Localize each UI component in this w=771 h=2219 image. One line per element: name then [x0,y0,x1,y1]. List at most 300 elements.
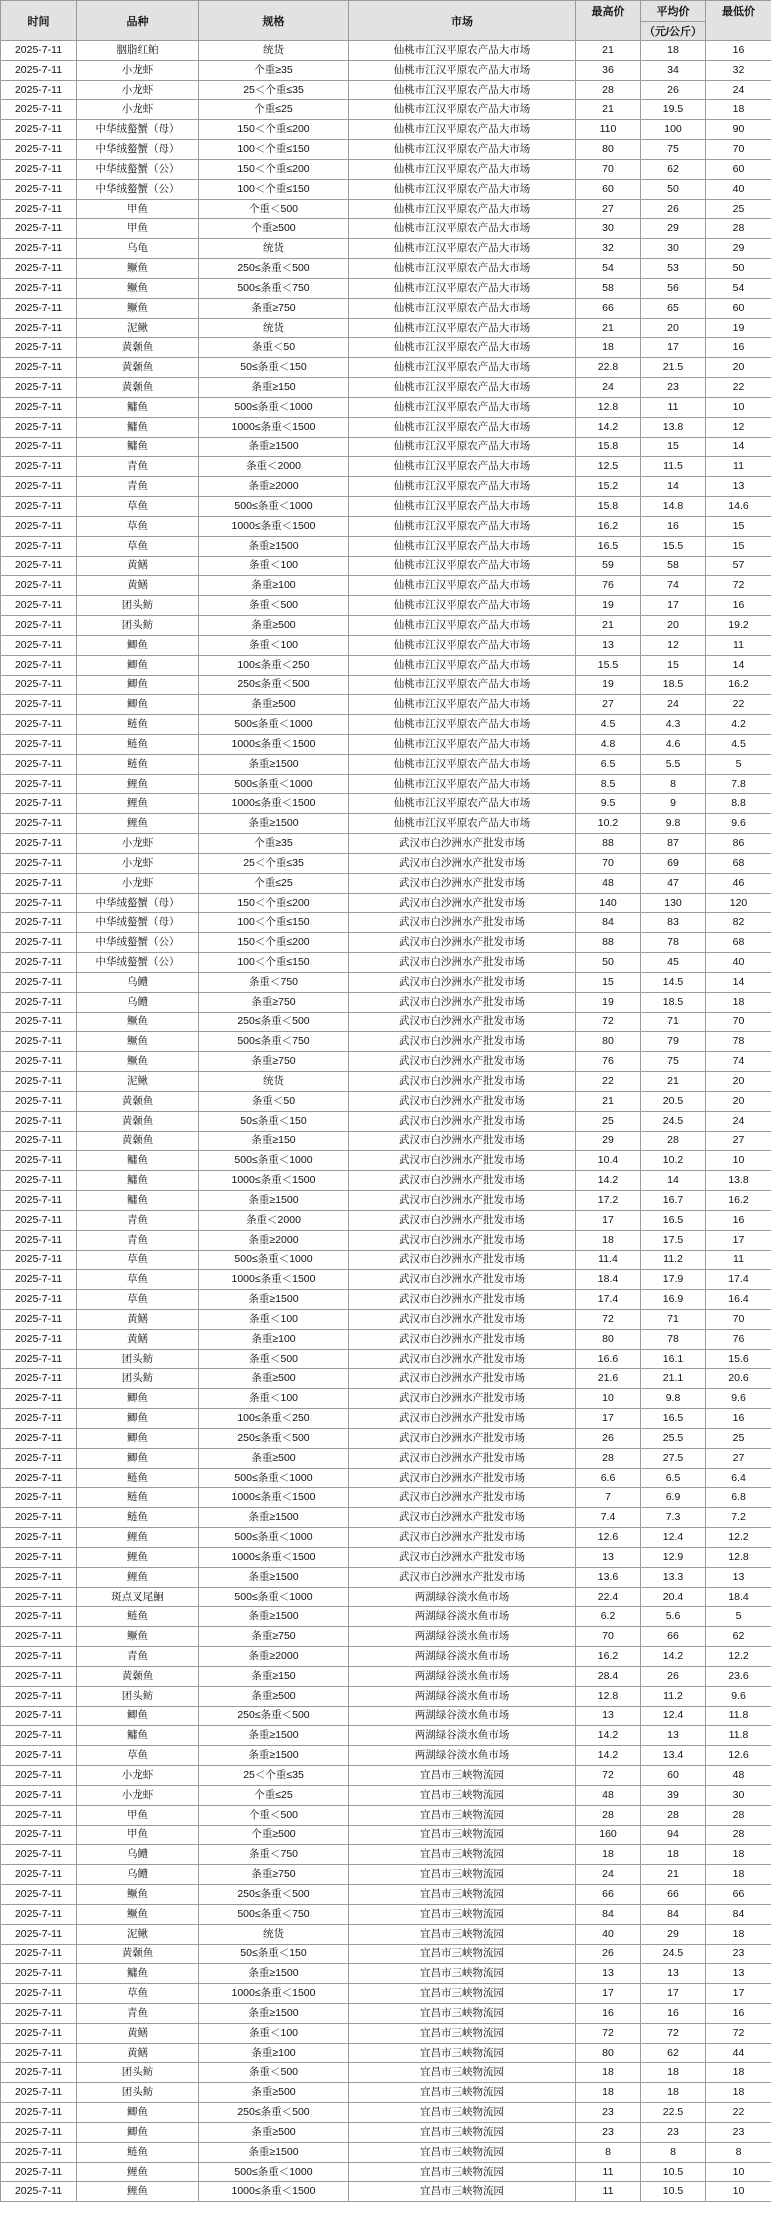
cell-date: 2025-7-11 [1,1845,77,1865]
table-row [1,1349,771,1369]
cell-date: 2025-7-11 [1,675,77,695]
cell-variety: 小龙虾 [77,80,199,100]
cell-avg: 19.5 [641,100,706,120]
table-row [1,2103,771,2123]
cell-avg: 11.2 [641,1250,706,1270]
cell-market: 武汉市白沙洲水产批发市场 [349,1270,576,1290]
cell-avg: 78 [641,1329,706,1349]
cell-date: 2025-7-11 [1,397,77,417]
cell-high: 10 [576,1389,641,1409]
table-row [1,298,771,318]
cell-date: 2025-7-11 [1,1726,77,1746]
cell-variety: 鲫鱼 [77,635,199,655]
cell-high: 13 [576,1706,641,1726]
cell-spec: 150＜个重≤200 [199,120,349,140]
table-row [1,1131,771,1151]
cell-variety: 青鱼 [77,1647,199,1667]
table-row [1,1210,771,1230]
cell-avg: 13 [641,1726,706,1746]
cell-low: 20 [706,1072,771,1092]
cell-market: 武汉市白沙洲水产批发市场 [349,992,576,1012]
cell-low: 12.2 [706,1528,771,1548]
cell-avg: 10.5 [641,2182,706,2202]
cell-low: 44 [706,2043,771,2063]
cell-high: 18 [576,338,641,358]
cell-variety: 青鱼 [77,2003,199,2023]
cell-spec: 100≤条重＜250 [199,1409,349,1429]
cell-market: 宜昌市三峡物流园 [349,2083,576,2103]
cell-high: 7.4 [576,1508,641,1528]
cell-low: 29 [706,239,771,259]
cell-spec: 250≤条重＜500 [199,259,349,279]
cell-low: 9.6 [706,1686,771,1706]
cell-variety: 乌鳢 [77,1845,199,1865]
cell-high: 72 [576,2023,641,2043]
cell-market: 武汉市白沙洲水产批发市场 [349,893,576,913]
cell-market: 宜昌市三峡物流园 [349,2043,576,2063]
cell-avg: 18 [641,1845,706,1865]
cell-avg: 5.5 [641,754,706,774]
cell-date: 2025-7-11 [1,1766,77,1786]
cell-low: 4.5 [706,734,771,754]
cell-high: 110 [576,120,641,140]
table-row [1,913,771,933]
cell-date: 2025-7-11 [1,1547,77,1567]
cell-market: 仙桃市江汉平原农产品大市场 [349,675,576,695]
cell-market: 仙桃市江汉平原农产品大市场 [349,477,576,497]
cell-high: 11 [576,2162,641,2182]
cell-high: 15.8 [576,437,641,457]
cell-variety: 胭脂红鲌 [77,41,199,61]
cell-variety: 甲鱼 [77,1805,199,1825]
cell-market: 武汉市白沙洲水产批发市场 [349,1409,576,1429]
table-row [1,1111,771,1131]
cell-date: 2025-7-11 [1,1587,77,1607]
cell-date: 2025-7-11 [1,497,77,517]
cell-variety: 鳙鱼 [77,417,199,437]
cell-market: 宜昌市三峡物流园 [349,1885,576,1905]
table-row [1,893,771,913]
cell-avg: 14.5 [641,972,706,992]
cell-date: 2025-7-11 [1,298,77,318]
cell-market: 武汉市白沙洲水产批发市场 [349,1329,576,1349]
cell-spec: 500≤条重＜1000 [199,774,349,794]
cell-spec: 250≤条重＜500 [199,1012,349,1032]
table-row [1,1686,771,1706]
cell-spec: 个重＜500 [199,199,349,219]
cell-date: 2025-7-11 [1,1567,77,1587]
cell-high: 70 [576,853,641,873]
cell-low: 16 [706,338,771,358]
cell-variety: 鲤鱼 [77,1567,199,1587]
cell-avg: 10.2 [641,1151,706,1171]
cell-high: 21 [576,41,641,61]
cell-spec: 统货 [199,1924,349,1944]
cell-avg: 66 [641,1627,706,1647]
cell-variety: 中华绒螯蟹（母） [77,913,199,933]
cell-avg: 17.5 [641,1230,706,1250]
table-row [1,1528,771,1548]
cell-date: 2025-7-11 [1,1349,77,1369]
cell-avg: 16 [641,2003,706,2023]
table-row [1,1607,771,1627]
cell-high: 24 [576,378,641,398]
table-row [1,1647,771,1667]
cell-date: 2025-7-11 [1,1508,77,1528]
cell-variety: 鲢鱼 [77,1488,199,1508]
cell-high: 59 [576,556,641,576]
cell-date: 2025-7-11 [1,715,77,735]
cell-high: 80 [576,1329,641,1349]
cell-market: 宜昌市三峡物流园 [349,2023,576,2043]
cell-date: 2025-7-11 [1,596,77,616]
cell-spec: 条重≥500 [199,2122,349,2142]
cell-market: 武汉市白沙洲水产批发市场 [349,972,576,992]
cell-date: 2025-7-11 [1,1151,77,1171]
cell-date: 2025-7-11 [1,80,77,100]
cell-high: 22 [576,1072,641,1092]
cell-market: 武汉市白沙洲水产批发市场 [349,1111,576,1131]
cell-market: 仙桃市江汉平原农产品大市场 [349,635,576,655]
cell-avg: 15 [641,437,706,457]
table-row [1,1924,771,1944]
cell-market: 宜昌市三峡物流园 [349,1766,576,1786]
cell-spec: 条重≥750 [199,1865,349,1885]
cell-spec: 100＜个重≤150 [199,179,349,199]
cell-spec: 条重＜100 [199,1389,349,1409]
cell-avg: 18 [641,2063,706,2083]
cell-date: 2025-7-11 [1,1409,77,1429]
cell-high: 11.4 [576,1250,641,1270]
cell-avg: 28 [641,1131,706,1151]
cell-low: 5 [706,754,771,774]
cell-low: 24 [706,1111,771,1131]
cell-spec: 100＜个重≤150 [199,913,349,933]
table-row [1,2043,771,2063]
table-row [1,536,771,556]
table-row [1,2003,771,2023]
table-row [1,1984,771,2004]
cell-variety: 鳜鱼 [77,278,199,298]
cell-date: 2025-7-11 [1,239,77,259]
cell-spec: 1000≤条重＜1500 [199,1547,349,1567]
cell-market: 武汉市白沙洲水产批发市场 [349,1310,576,1330]
cell-high: 17.4 [576,1290,641,1310]
cell-spec: 条重≥100 [199,2043,349,2063]
cell-high: 28 [576,80,641,100]
cell-avg: 12.4 [641,1528,706,1548]
cell-variety: 鲤鱼 [77,1547,199,1567]
cell-market: 宜昌市三峡物流园 [349,1845,576,1865]
cell-avg: 56 [641,278,706,298]
cell-variety: 团头鲂 [77,616,199,636]
cell-variety: 鲫鱼 [77,695,199,715]
cell-spec: 条重≥500 [199,1448,349,1468]
cell-avg: 7.3 [641,1508,706,1528]
cell-avg: 14 [641,1171,706,1191]
cell-spec: 50≤条重＜150 [199,1944,349,1964]
cell-spec: 100＜个重≤150 [199,140,349,160]
cell-avg: 28 [641,1805,706,1825]
cell-spec: 条重≥1500 [199,754,349,774]
cell-low: 19.2 [706,616,771,636]
cell-low: 28 [706,219,771,239]
cell-avg: 53 [641,259,706,279]
cell-low: 20 [706,1091,771,1111]
cell-date: 2025-7-11 [1,120,77,140]
header-low-spacer [706,22,771,41]
cell-variety: 斑点叉尾鮰 [77,1587,199,1607]
table-row [1,2162,771,2182]
cell-date: 2025-7-11 [1,734,77,754]
cell-variety: 黄鳝 [77,556,199,576]
cell-high: 15.2 [576,477,641,497]
cell-date: 2025-7-11 [1,1250,77,1270]
cell-variety: 鲫鱼 [77,2103,199,2123]
cell-low: 16 [706,1409,771,1429]
cell-high: 22.4 [576,1587,641,1607]
cell-avg: 60 [641,1766,706,1786]
table-row [1,953,771,973]
cell-variety: 泥鳅 [77,1924,199,1944]
cell-date: 2025-7-11 [1,318,77,338]
cell-spec: 条重≥1500 [199,1964,349,1984]
cell-avg: 16.7 [641,1191,706,1211]
cell-spec: 条重＜50 [199,338,349,358]
cell-high: 19 [576,992,641,1012]
cell-low: 16.2 [706,675,771,695]
cell-high: 21.6 [576,1369,641,1389]
cell-low: 11 [706,457,771,477]
cell-market: 武汉市白沙洲水产批发市场 [349,1547,576,1567]
cell-date: 2025-7-11 [1,1488,77,1508]
cell-low: 10 [706,2182,771,2202]
cell-market: 武汉市白沙洲水产批发市场 [349,1032,576,1052]
table-row [1,814,771,834]
cell-low: 16.2 [706,1191,771,1211]
cell-avg: 24.5 [641,1111,706,1131]
cell-date: 2025-7-11 [1,417,77,437]
cell-market: 仙桃市江汉平原农产品大市场 [349,179,576,199]
cell-high: 12.6 [576,1528,641,1548]
cell-low: 19 [706,318,771,338]
cell-avg: 14.8 [641,497,706,517]
cell-spec: 25＜个重≤35 [199,853,349,873]
cell-high: 18 [576,1845,641,1865]
cell-low: 20 [706,358,771,378]
cell-avg: 23 [641,378,706,398]
cell-spec: 25＜个重≤35 [199,80,349,100]
cell-avg: 6.9 [641,1488,706,1508]
table-row [1,655,771,675]
cell-avg: 27.5 [641,1448,706,1468]
cell-high: 16.2 [576,1647,641,1667]
cell-date: 2025-7-11 [1,794,77,814]
cell-low: 90 [706,120,771,140]
cell-variety: 黄颡鱼 [77,338,199,358]
table-row [1,100,771,120]
cell-date: 2025-7-11 [1,834,77,854]
cell-avg: 17 [641,338,706,358]
cell-spec: 个重≥500 [199,219,349,239]
table-row [1,834,771,854]
cell-low: 68 [706,933,771,953]
cell-avg: 9.8 [641,1389,706,1409]
cell-high: 6.6 [576,1468,641,1488]
cell-date: 2025-7-11 [1,179,77,199]
cell-variety: 草鱼 [77,1290,199,1310]
cell-spec: 条重≥150 [199,1131,349,1151]
cell-variety: 鳙鱼 [77,1171,199,1191]
cell-date: 2025-7-11 [1,1389,77,1409]
cell-spec: 250≤条重＜500 [199,675,349,695]
cell-spec: 500≤条重＜750 [199,1904,349,1924]
header-market: 市场 [349,1,576,41]
cell-avg: 18 [641,41,706,61]
cell-avg: 84 [641,1904,706,1924]
cell-avg: 45 [641,953,706,973]
cell-high: 18 [576,2063,641,2083]
cell-high: 18.4 [576,1270,641,1290]
cell-high: 16.2 [576,516,641,536]
cell-high: 13.6 [576,1567,641,1587]
cell-spec: 500≤条重＜1000 [199,397,349,417]
cell-date: 2025-7-11 [1,972,77,992]
cell-market: 武汉市白沙洲水产批发市场 [349,1072,576,1092]
cell-low: 7.2 [706,1508,771,1528]
cell-spec: 250≤条重＜500 [199,1428,349,1448]
cell-date: 2025-7-11 [1,2063,77,2083]
cell-spec: 条重≥1500 [199,1191,349,1211]
cell-spec: 50≤条重＜150 [199,358,349,378]
table-row [1,159,771,179]
cell-spec: 条重＜2000 [199,1210,349,1230]
cell-high: 88 [576,834,641,854]
cell-high: 23 [576,2103,641,2123]
cell-variety: 青鱼 [77,1230,199,1250]
table-row [1,1310,771,1330]
table-row [1,1825,771,1845]
table-row [1,774,771,794]
cell-spec: 个重≥35 [199,60,349,80]
cell-low: 76 [706,1329,771,1349]
cell-date: 2025-7-11 [1,358,77,378]
cell-spec: 条重≥2000 [199,1647,349,1667]
cell-market: 仙桃市江汉平原农产品大市场 [349,596,576,616]
cell-date: 2025-7-11 [1,1706,77,1726]
cell-date: 2025-7-11 [1,913,77,933]
cell-market: 宜昌市三峡物流园 [349,2063,576,2083]
cell-high: 70 [576,1627,641,1647]
cell-high: 12.5 [576,457,641,477]
cell-high: 22.8 [576,358,641,378]
cell-variety: 黄鳝 [77,1310,199,1330]
table-row [1,2083,771,2103]
table-row [1,576,771,596]
cell-avg: 4.6 [641,734,706,754]
cell-low: 11 [706,1250,771,1270]
cell-avg: 8 [641,2142,706,2162]
cell-high: 16 [576,2003,641,2023]
cell-avg: 71 [641,1310,706,1330]
table-row [1,1468,771,1488]
cell-spec: 条重≥1500 [199,1290,349,1310]
cell-avg: 100 [641,120,706,140]
cell-high: 26 [576,1944,641,1964]
cell-market: 仙桃市江汉平原农产品大市场 [349,80,576,100]
table-row [1,1508,771,1528]
cell-avg: 17 [641,1984,706,2004]
cell-market: 仙桃市江汉平原农产品大市场 [349,814,576,834]
cell-high: 16.6 [576,1349,641,1369]
cell-avg: 47 [641,873,706,893]
cell-high: 19 [576,596,641,616]
cell-market: 仙桃市江汉平原农产品大市场 [349,278,576,298]
cell-variety: 鲢鱼 [77,1468,199,1488]
cell-low: 66 [706,1885,771,1905]
cell-market: 仙桃市江汉平原农产品大市场 [349,41,576,61]
cell-avg: 18.5 [641,675,706,695]
header-date: 时间 [1,1,77,41]
cell-date: 2025-7-11 [1,1468,77,1488]
cell-date: 2025-7-11 [1,853,77,873]
cell-date: 2025-7-11 [1,2103,77,2123]
cell-low: 18 [706,1845,771,1865]
cell-high: 50 [576,953,641,973]
cell-variety: 团头鲂 [77,2083,199,2103]
cell-low: 10 [706,1151,771,1171]
cell-avg: 20.4 [641,1587,706,1607]
cell-low: 16 [706,2003,771,2023]
cell-variety: 团头鲂 [77,2063,199,2083]
cell-low: 12.8 [706,1547,771,1567]
cell-date: 2025-7-11 [1,1012,77,1032]
cell-market: 武汉市白沙洲水产批发市场 [349,913,576,933]
cell-market: 宜昌市三峡物流园 [349,1984,576,2004]
cell-low: 24 [706,80,771,100]
cell-spec: 条重≥150 [199,1666,349,1686]
cell-spec: 500≤条重＜1000 [199,715,349,735]
cell-avg: 11.2 [641,1686,706,1706]
cell-high: 11 [576,2182,641,2202]
cell-high: 32 [576,239,641,259]
cell-market: 宜昌市三峡物流园 [349,1865,576,1885]
cell-avg: 17 [641,596,706,616]
cell-high: 17 [576,1984,641,2004]
cell-market: 仙桃市江汉平原农产品大市场 [349,60,576,80]
cell-date: 2025-7-11 [1,1230,77,1250]
cell-variety: 甲鱼 [77,1825,199,1845]
cell-spec: 条重＜750 [199,972,349,992]
cell-spec: 条重≥500 [199,695,349,715]
cell-variety: 鲢鱼 [77,1508,199,1528]
cell-market: 仙桃市江汉平原农产品大市场 [349,159,576,179]
cell-variety: 甲鱼 [77,219,199,239]
cell-spec: 1000≤条重＜1500 [199,1488,349,1508]
cell-variety: 黄颡鱼 [77,378,199,398]
table-row [1,378,771,398]
cell-low: 18 [706,2063,771,2083]
table-row [1,1627,771,1647]
cell-avg: 14 [641,477,706,497]
cell-market: 仙桃市江汉平原农产品大市场 [349,259,576,279]
cell-variety: 草鱼 [77,1984,199,2004]
table-row [1,1964,771,1984]
cell-spec: 条重≥2000 [199,1230,349,1250]
table-row [1,477,771,497]
cell-spec: 条重＜100 [199,2023,349,2043]
table-row [1,1250,771,1270]
